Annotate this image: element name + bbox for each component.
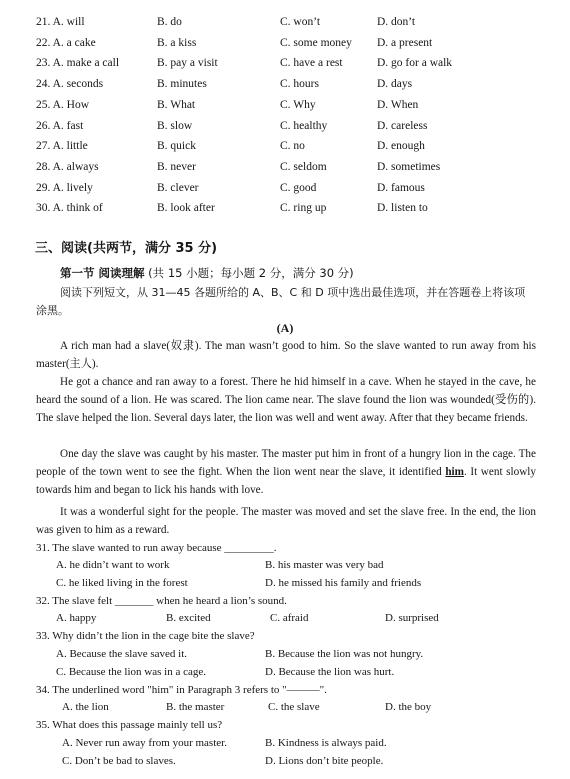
cloze-option-b: B. clever <box>157 181 199 194</box>
paragraph-3 <box>36 445 536 499</box>
cloze-option-a: 22. A. a cake <box>36 36 96 49</box>
cloze-option-c: C. ring up <box>280 202 327 215</box>
cloze-option-c: C. have a rest <box>280 57 343 70</box>
q35-option-c: C. Don’t be bad to slaves. <box>62 755 176 767</box>
cloze-option-a: 21. A. will <box>36 16 85 28</box>
paragraph-3-text-a: One day the slave was caught by his master. The master put him in front of a hungry lion in the cage. The people of the town went to see the fight. When the lion went near the slave, it identified <box>36 448 536 479</box>
q32-option-d: D. surprised <box>385 612 439 624</box>
section-title: 三、阅读(共两节，满分 35 分) <box>35 241 218 256</box>
cloze-option-d: D. listen to <box>377 202 428 215</box>
q32-option-b: B. excited <box>166 612 211 624</box>
cloze-option-b: B. a kiss <box>157 36 197 49</box>
cloze-row <box>0 157 570 177</box>
cloze-option-b: B. do <box>157 16 182 28</box>
passage-title: (A) <box>276 321 294 335</box>
cloze-option-c: C. won’t <box>280 16 321 28</box>
q34-option-d: D. the boy <box>385 701 432 713</box>
q33-option-b: B. Because the lion was not hungry. <box>265 648 424 660</box>
cloze-option-c: C. seldom <box>280 160 327 173</box>
cloze-row <box>0 136 570 156</box>
instructions: 阅读下列短文，从 31—45 各题所给的 A、B、C 和 D 项中选出最佳选项，并在答题卷上将该项涂黑。 <box>36 286 526 317</box>
cloze-option-b: B. quick <box>157 140 196 153</box>
cloze-option-b: B. minutes <box>157 78 207 91</box>
q31-option-b: B. his master was very bad <box>265 559 384 571</box>
cloze-option-b: B. What <box>157 98 196 111</box>
cloze-option-d: D. When <box>377 98 419 111</box>
cloze-row <box>0 95 570 115</box>
cloze-row <box>0 178 570 198</box>
q35-option-b: B. Kindness is always paid. <box>265 737 387 749</box>
cloze-option-a: 30. A. think of <box>36 202 103 215</box>
cloze-row <box>0 33 570 53</box>
paragraph-3-text-b: . It went slowly towards him and began to lick his hands with love. <box>36 466 536 497</box>
question-32: 32. The slave felt _______ when he heard a lion’s sound. <box>36 595 287 607</box>
cloze-option-c: C. hours <box>280 78 319 91</box>
part-title <box>60 265 354 281</box>
cloze-option-b: B. pay a visit <box>157 57 218 70</box>
cloze-option-b: B. slow <box>157 119 193 132</box>
q31-option-a: A. he didn’t want to work <box>56 559 170 571</box>
cloze-option-d: D. careless <box>377 119 428 132</box>
part-label: 第一节 阅读理解 <box>60 266 145 280</box>
q34-option-a: A. the lion <box>62 701 109 713</box>
paragraph-1: A rich man had a slave(奴隶). The man wasn’t good to him. So the slave wanted to run away from his master(主人). <box>36 340 536 371</box>
question-35: 35. What does this passage mainly tell us? <box>36 719 223 731</box>
cloze-option-c: C. Why <box>280 98 316 111</box>
q34-option-c: C. the slave <box>268 701 320 713</box>
cloze-option-b: B. never <box>157 160 196 173</box>
cloze-option-b: B. look after <box>157 202 215 215</box>
cloze-option-c: C. good <box>280 181 317 194</box>
cloze-option-d: D. a present <box>377 36 433 49</box>
q31-option-c: C. he liked living in the forest <box>56 577 188 589</box>
cloze-option-a: 26. A. fast <box>36 119 84 132</box>
q33-option-a: A. Because the slave saved it. <box>56 648 188 660</box>
cloze-option-c: C. no <box>280 140 305 153</box>
part-note: (共 15 小题；每小题 2 分，满分 30 分) <box>148 266 354 280</box>
cloze-option-d: D. days <box>377 78 413 91</box>
cloze-option-a: 23. A. make a call <box>36 57 120 70</box>
cloze-option-d: D. famous <box>377 181 425 194</box>
q32-option-a: A. happy <box>56 612 97 624</box>
paragraph-4: It was a wonderful sight for the people. The master was moved and set the slave free. In the end, the lion was given to him as a reward. <box>36 506 536 537</box>
cloze-row <box>0 116 570 136</box>
cloze-option-a: 25. A. How <box>36 98 90 111</box>
cloze-option-a: 28. A. always <box>36 160 99 173</box>
q31-option-d: D. he missed his family and friends <box>265 577 422 589</box>
cloze-option-a: 29. A. lively <box>36 181 93 194</box>
question-33: 33. Why didn’t the lion in the cage bite the slave? <box>36 630 255 642</box>
cloze-option-c: C. some money <box>280 36 352 49</box>
question-34: 34. The underlined word "him" in Paragraph 3 refers to "———". <box>36 684 327 696</box>
cloze-row <box>0 74 570 94</box>
cloze-option-c: C. healthy <box>280 119 328 132</box>
cloze-option-d: D. sometimes <box>377 160 441 173</box>
cloze-row <box>0 53 570 73</box>
underlined-word: him <box>445 466 464 479</box>
cloze-option-d: D. don’t <box>377 16 416 28</box>
cloze-option-a: 27. A. little <box>36 140 88 153</box>
question-31: 31. The slave wanted to run away because _________. <box>36 542 277 554</box>
q35-option-a: A. Never run away from your master. <box>62 737 227 749</box>
q33-option-c: C. Because the lion was in a cage. <box>56 666 206 678</box>
q32-option-c: C. afraid <box>270 612 309 624</box>
cloze-row <box>0 12 570 32</box>
q34-option-b: B. the master <box>166 701 225 713</box>
paragraph-2: He got a chance and ran away to a forest. There he hid himself in a cave. When he stayed in the cave, he heard the sound of a lion. He was scared. The lion came near. The slave found the lion was wounded(受伤的). The slave helped the lion. Several days later, the lion was well and went away. After that they became friends. <box>36 376 536 425</box>
cloze-row <box>0 198 570 218</box>
q33-option-d: D. Because the lion was hurt. <box>265 666 395 678</box>
cloze-option-a: 24. A. seconds <box>36 78 104 91</box>
cloze-option-d: D. go for a walk <box>377 57 453 70</box>
cloze-option-d: D. enough <box>377 140 425 153</box>
q35-option-d: D. Lions don’t bite people. <box>265 755 384 767</box>
